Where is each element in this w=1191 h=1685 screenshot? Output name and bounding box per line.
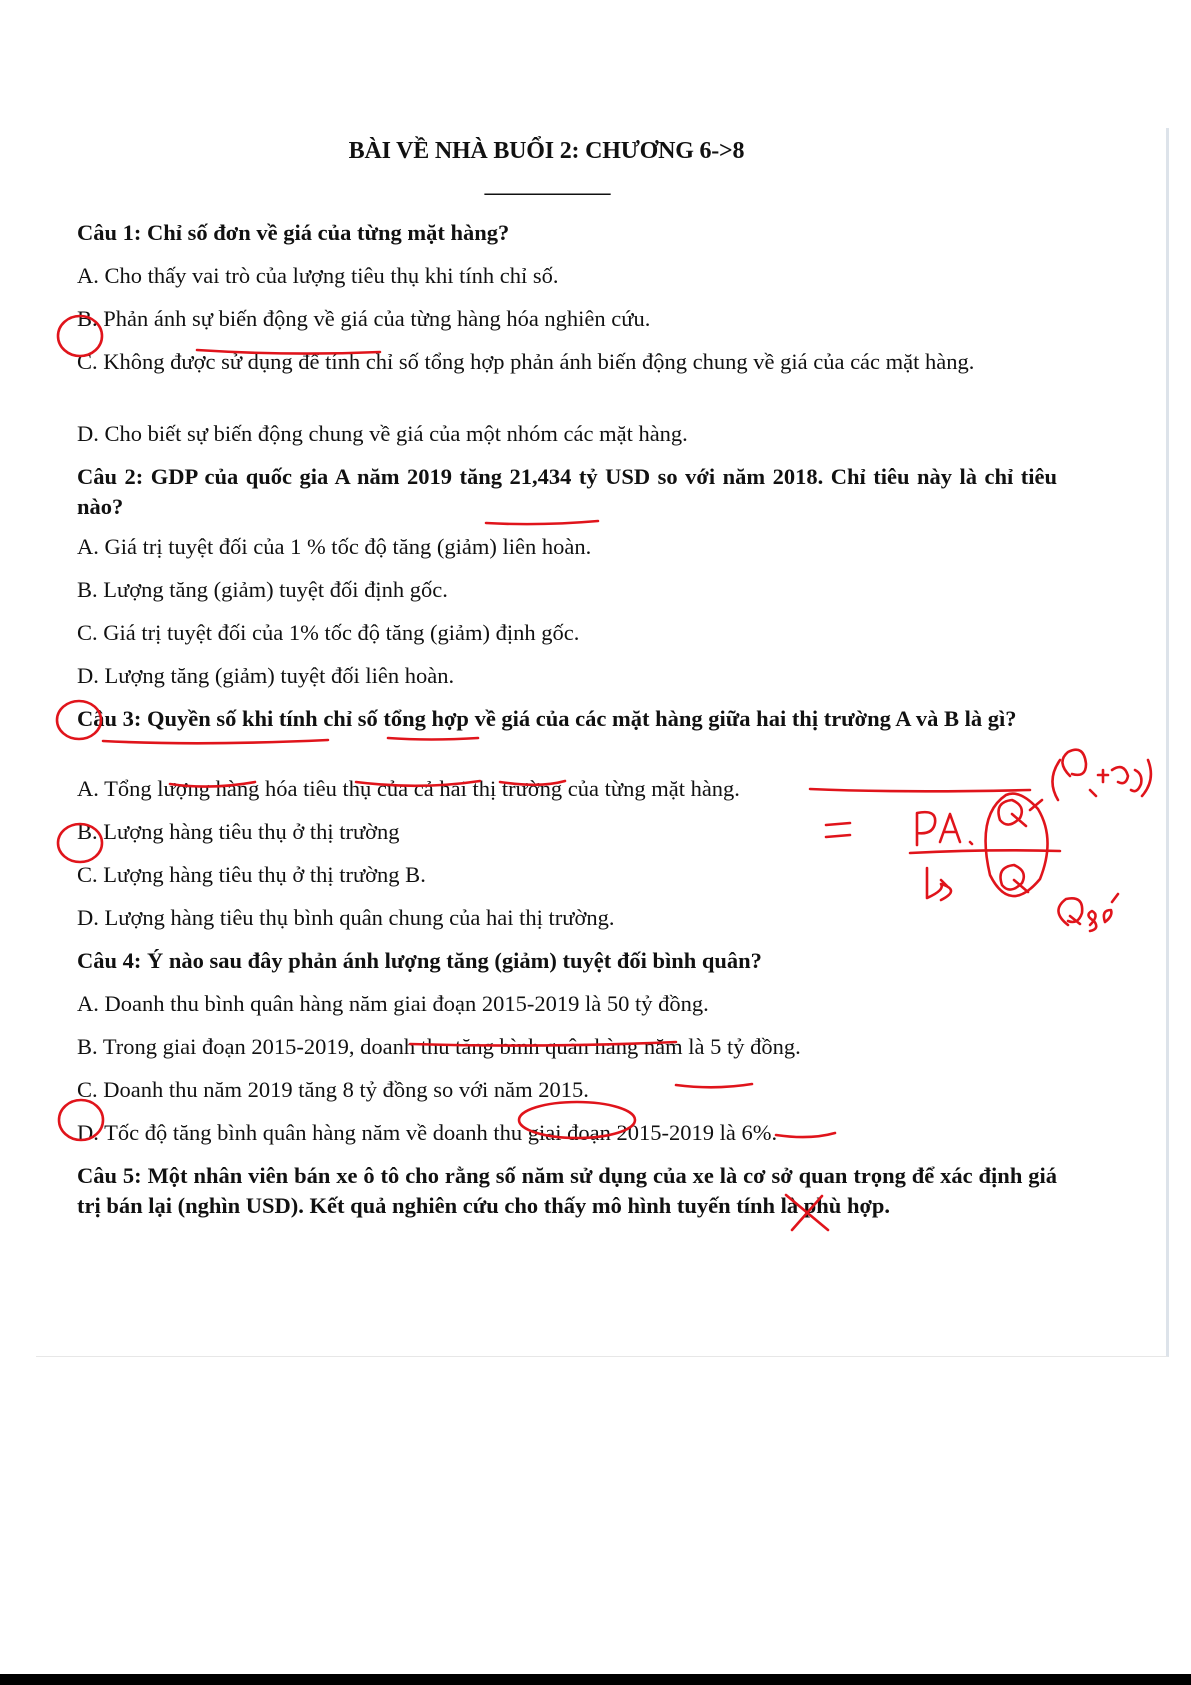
q2-option-c: C. Giá trị tuyệt đối của 1% tốc độ tăng (giảm) định gốc. [77, 620, 580, 645]
q1-option-d: D. Cho biết sự biến động chung về giá của một nhóm các mặt hàng. [77, 421, 688, 446]
q4-option-b: B. Trong giai đoạn 2015-2019, doanh thu tăng bình quân hàng năm là 5 tỷ đồng. [77, 1034, 801, 1059]
question-4: Câu 4: Ý nào sau đây phản ánh lượng tăng (giảm) tuyệt đối bình quân? [77, 948, 762, 973]
q1-option-b: B. Phản ánh sự biến động về giá của từng hàng hóa nghiên cứu. [77, 306, 651, 331]
question-5: Câu 5: Một nhân viên bán xe ô tô cho rằng số năm sử dụng của xe là cơ sở quan trọng để xác định giá trị bán lại (nghìn USD). Kết quả nghiên cứu cho thấy mô hình tuyến tính là phù hợp. [77, 1163, 1057, 1218]
title-separator: --------------------------- [483, 182, 610, 204]
q2-option-b: B. Lượng tăng (giảm) tuyệt đối định gốc. [77, 577, 448, 602]
q3-option-d: D. Lượng hàng tiêu thụ bình quân chung của hai thị trường. [77, 905, 615, 930]
q3-option-c: C. Lượng hàng tiêu thụ ở thị trường B. [77, 862, 426, 887]
question-1: Câu 1: Chỉ số đơn về giá của từng mặt hàng? [77, 220, 510, 245]
q3-option-b: B. Lượng hàng tiêu thụ ở thị trường [77, 819, 400, 844]
q2-option-d: D. Lượng tăng (giảm) tuyệt đối liên hoàn. [77, 663, 455, 688]
q1-option-c: C. Không được sử dụng để tính chỉ số tổng hợp phản ánh biến động chung về giá của các mặt hàng. [77, 349, 975, 374]
q2-option-a: A. Giá trị tuyệt đối của 1 % tốc độ tăng (giảm) liên hoàn. [77, 534, 592, 559]
q4-option-d: D. Tốc độ tăng bình quân hàng năm về doanh thu giai đoạn 2015-2019 là 6%. [77, 1120, 778, 1145]
document-title: BÀI VỀ NHÀ BUỔI 2: CHƯƠNG 6->8 [348, 138, 745, 164]
q1-option-a: A. Cho thấy vai trò của lượng tiêu thụ khi tính chỉ số. [77, 263, 559, 288]
bottom-black-bar [0, 1674, 1191, 1685]
q4-option-c: C. Doanh thu năm 2019 tăng 8 tỷ đồng so với năm 2015. [77, 1077, 589, 1102]
q4-option-a: A. Doanh thu bình quân hàng năm giai đoạn 2015-2019 là 50 tỷ đồng. [77, 991, 709, 1016]
document-page [36, 128, 1169, 1357]
q3-option-a: A. Tổng lượng hàng hóa tiêu thụ của cả hai thị trường của từng mặt hàng. [77, 776, 740, 801]
question-2: Câu 2: GDP của quốc gia A năm 2019 tăng 21,434 tỷ USD so với năm 2018. Chỉ tiêu này là chỉ tiêu nào? [77, 464, 1057, 519]
question-3: Câu 3: Quyền số khi tính chỉ số tổng hợp về giá của các mặt hàng giữa hai thị trường A và B là gì? [77, 706, 1017, 731]
